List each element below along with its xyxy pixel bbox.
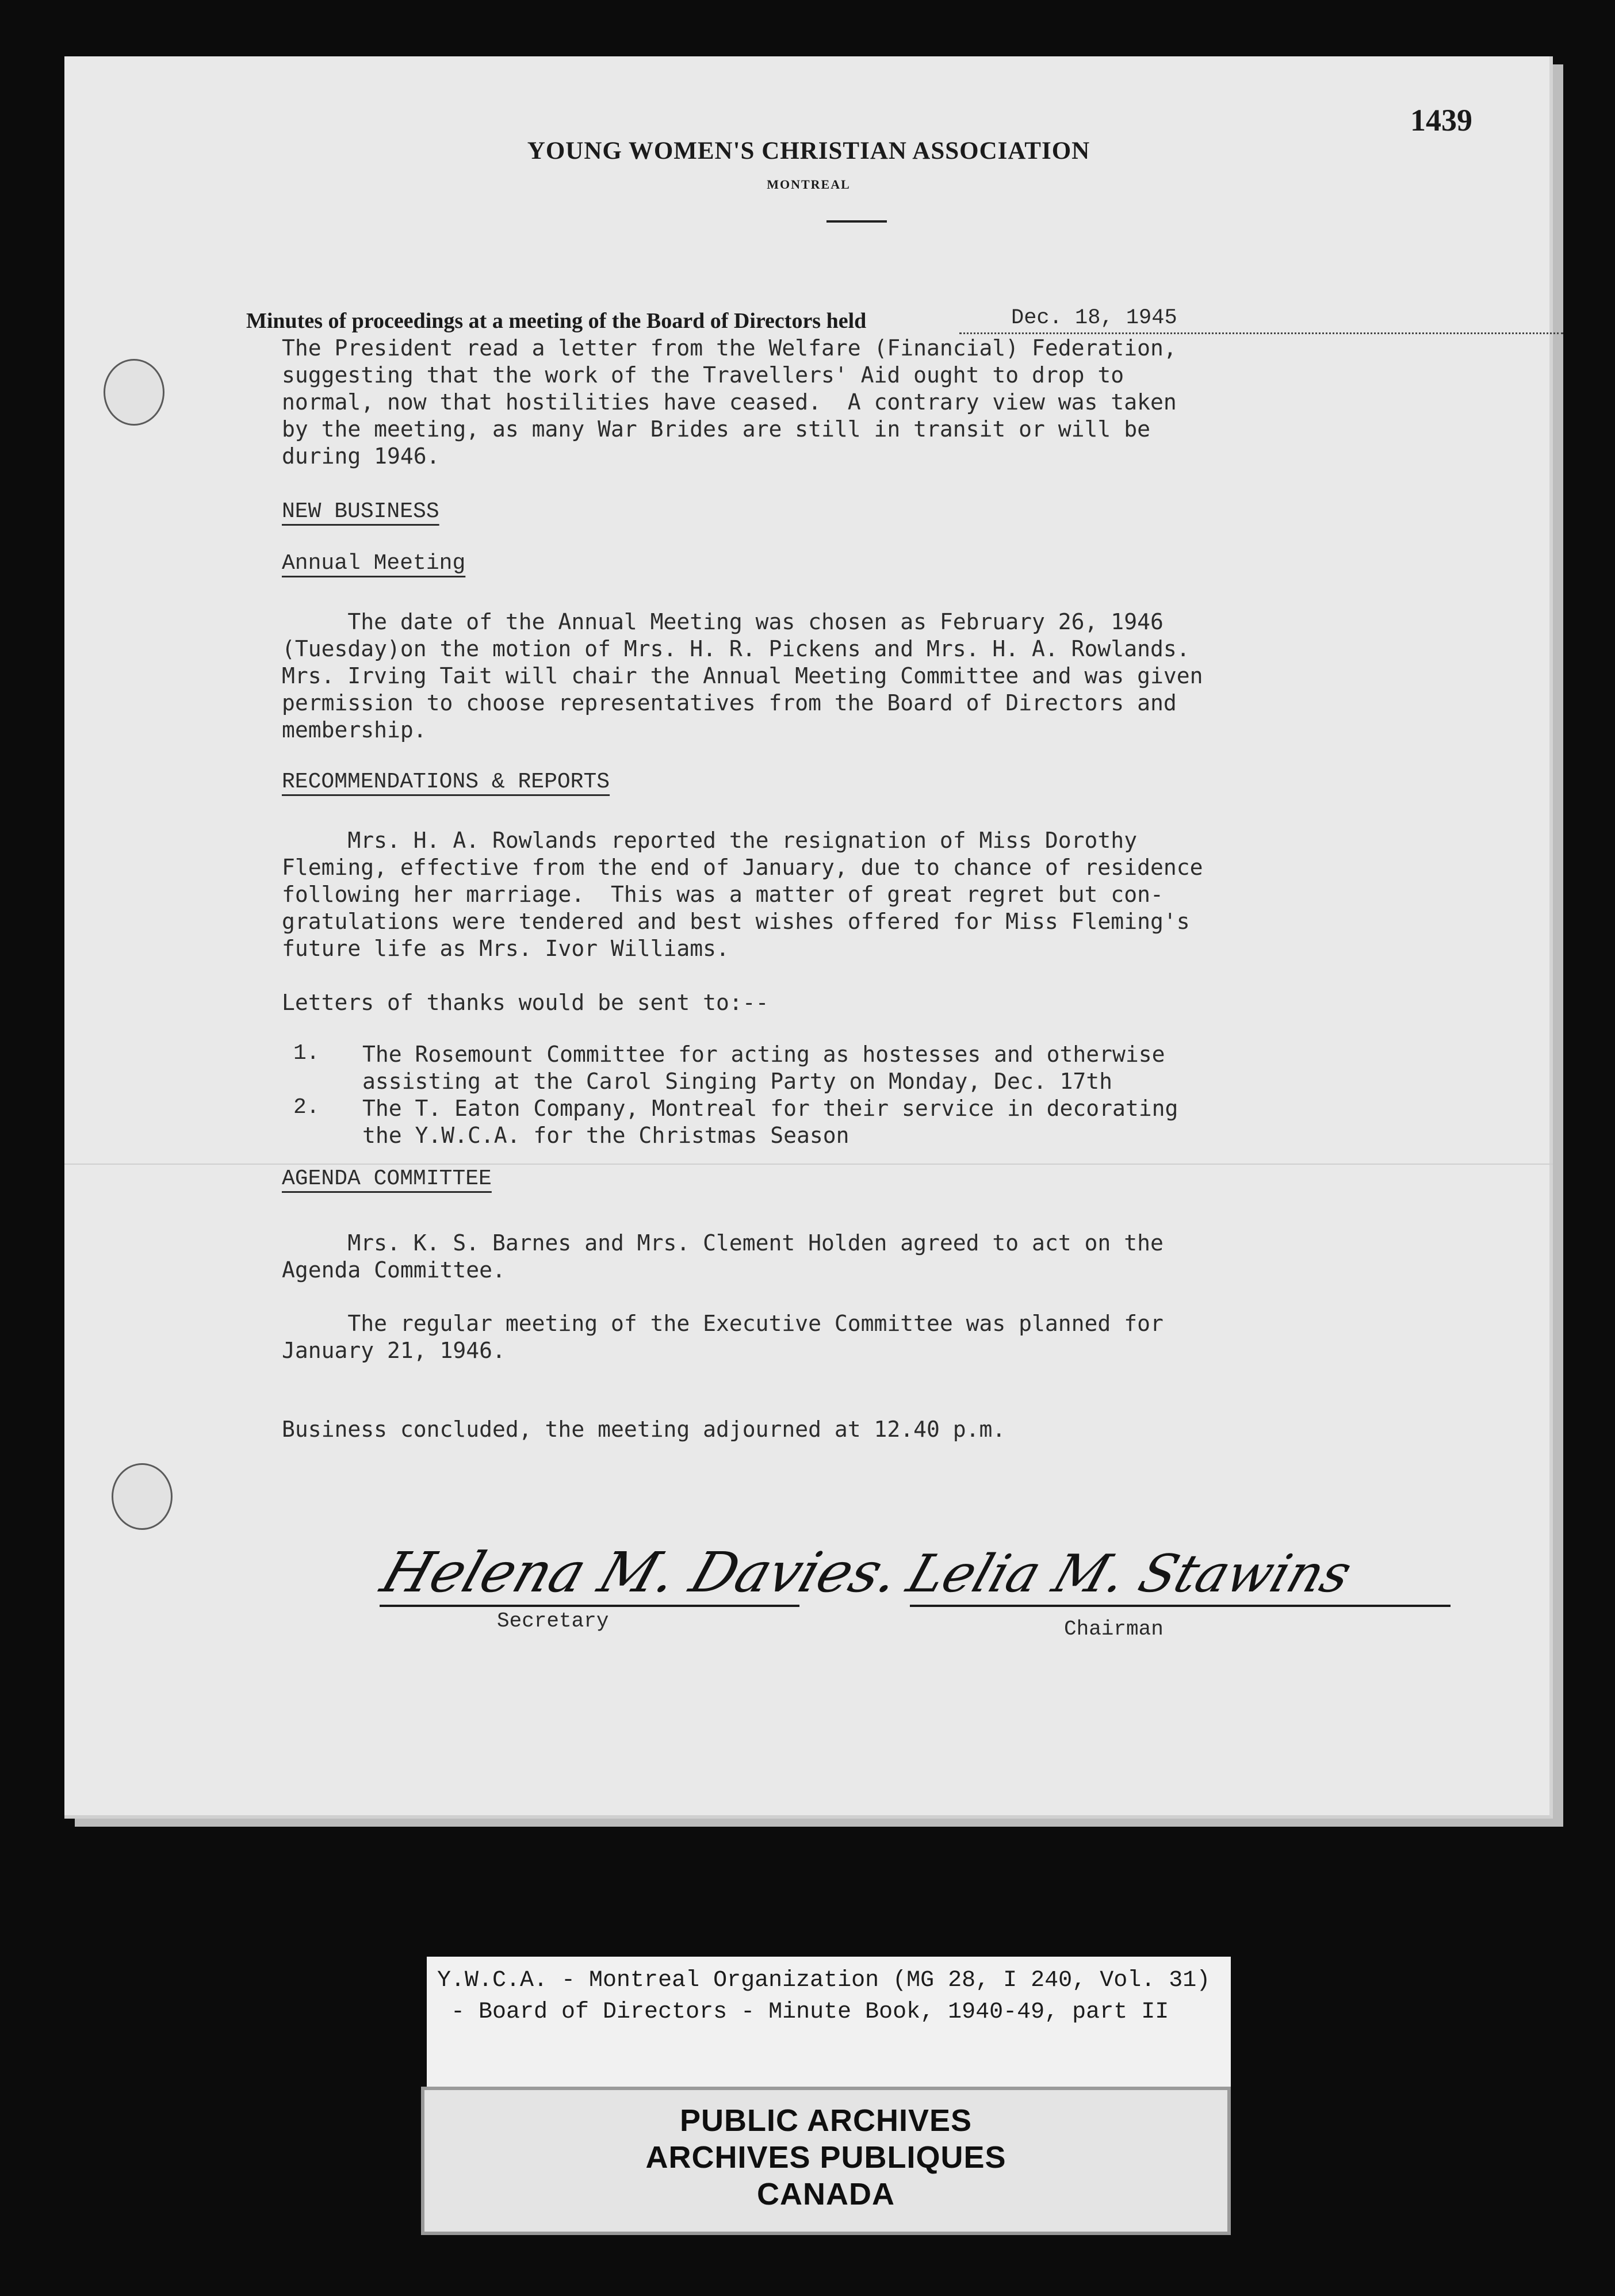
list-item-text: The T. Eaton Company, Montreal for their service in decorating the Y.W.C.A. for the Christmas Season (362, 1096, 1178, 1148)
minutes-label: Minutes of proceedings at a meeting of the Board of Directors held (246, 309, 867, 333)
minutes-page (64, 56, 1553, 1819)
chairman-signature-line (910, 1605, 1451, 1607)
annual-meeting-paragraph: The date of the Annual Meeting was chosen as February 26, 1946 (Tuesday)on the motion of Mrs. H. R. Pickens and Mrs. H. A. Rowlands. Mrs. Irving Tait will chair the Annual Meeting Committee and was given permission to choose representatives from the Board of Directors and membership. (282, 609, 1203, 743)
executive-paragraph: The regular meeting of the Executive Committee was planned for January 21, 1946. (282, 1311, 1164, 1363)
minutes-dotted-line (959, 332, 1563, 334)
heading-agenda-committee: AGENDA COMMITTEE (282, 1166, 492, 1191)
punch-hole-top (104, 359, 164, 426)
meeting-date: Dec. 18, 1945 (1011, 306, 1177, 330)
paper-fold (64, 1164, 1553, 1165)
chairman-signature: Lelia M. Stawins (900, 1544, 1359, 1604)
archive-reference-text: Y.W.C.A. - Montreal Organization (MG 28, I 240, Vol. 31) - Board of Directors - Minute Book, 1940-49, part II (437, 1968, 1211, 2025)
letters-intro: Letters of thanks would be sent to:-- (282, 990, 769, 1015)
list-item-text: The Rosemount Committee for acting as hostesses and otherwise assisting at the Carol Singing Party on Monday, Dec. 17th (362, 1042, 1165, 1094)
intro-paragraph: The President read a letter from the Welfare (Financial) Federation, suggesting that the work of the Travellers' Aid ought to drop to normal, now that hostilities have ceased. A contrary view was taken by the meeting, as many War Brides are still in transit or will be during 1946. (282, 335, 1177, 469)
page-number: 1439 (1410, 103, 1472, 137)
agenda-paragraph: Mrs. K. S. Barnes and Mrs. Clement Holden agreed to act on the Agenda Committee. (282, 1230, 1164, 1283)
secretary-label: Secretary (497, 1609, 609, 1633)
public-archives-stamp (421, 2087, 1231, 2235)
heading-recommendations: RECOMMENDATIONS & REPORTS (282, 770, 610, 794)
closing-paragraph: Business concluded, the meeting adjourned at 12.40 p.m. (282, 1417, 1006, 1442)
punch-hole-bottom (112, 1463, 173, 1530)
stamp-line-1: PUBLIC ARCHIVES (679, 2103, 973, 2138)
list-item-number: 1. (293, 1041, 320, 1066)
secretary-signature: Helena M. Davies. (373, 1540, 908, 1605)
organization-city: MONTREAL (767, 177, 851, 192)
resignation-paragraph: Mrs. H. A. Rowlands reported the resignation of Miss Dorothy Fleming, effective from the end of January, due to chance of residence following her marriage. This was a matter of great regret but con- gratulations were tendered and best wishes offered for Miss Fleming's future life as Mrs. Ivor Williams. (282, 828, 1203, 961)
chairman-label: Chairman (1064, 1617, 1164, 1641)
stamp-line-2: ARCHIVES PUBLIQUES (645, 2140, 1006, 2175)
organization-title: YOUNG WOMEN'S CHRISTIAN ASSOCIATION (527, 137, 1090, 164)
heading-new-business: NEW BUSINESS (282, 499, 439, 524)
heading-annual-meeting: Annual Meeting (282, 551, 466, 576)
secretary-signature-line (380, 1605, 799, 1607)
list-item-number: 2. (293, 1095, 320, 1120)
stamp-line-3: CANADA (757, 2177, 895, 2211)
title-divider (826, 220, 887, 223)
